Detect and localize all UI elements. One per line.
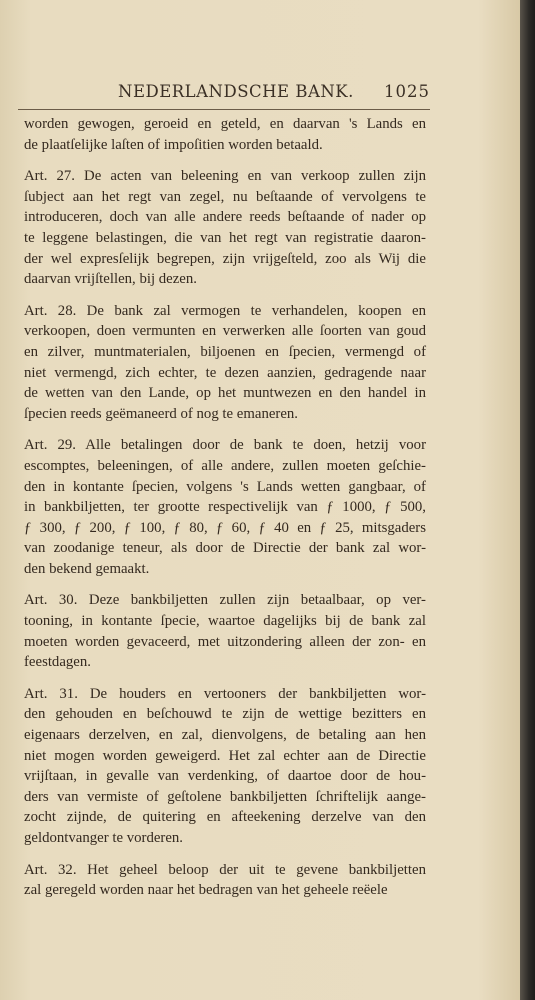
text-line: van zoodanige teneur, als door de Directie der bank zal wor- — [24, 540, 426, 557]
article-paragraph — [24, 860, 426, 901]
body-text — [24, 114, 426, 912]
running-header — [18, 82, 430, 106]
text-line: den in kontante ſpecien, volgens 's Lands wetten gangbaar, of — [24, 478, 426, 495]
text-line: moeten worden gevaceerd, met uitzondering alleen der zon- en — [24, 633, 426, 650]
text-line: ƒ 300, ƒ 200, ƒ 100, ƒ 80, ƒ 60, ƒ 40 en ƒ 25, mitsgaders — [24, 519, 426, 536]
text-line: zal geregeld worden naar het bedragen van het geheele reëele — [24, 882, 388, 899]
text-line: verkoopen, doen vermunten en verwerken alle ſoorten van goud — [24, 323, 426, 340]
article-paragraph — [24, 435, 426, 579]
page-number: 1025 — [384, 82, 430, 101]
article-paragraph — [24, 684, 426, 849]
article-paragraph — [24, 301, 426, 425]
text-line: ſpecien reeds geëmaneerd of nog te emaneren. — [24, 405, 299, 422]
text-line: geldontvanger te vorderen. — [24, 830, 184, 846]
text-line: daarvan vrijſtellen, bij dezen. — [24, 271, 197, 288]
text-line: in bankbiljetten, ter grootte respectivelijk van ƒ 1000, ƒ 500, — [24, 499, 426, 516]
text-line: niet mogen worden geweigerd. Het zal echter aan de Directie — [24, 747, 426, 764]
text-line: niet vermengd, zich echter, te dezen aanzien, gedragende naar — [24, 364, 426, 381]
text-line: Art. 29. Alle betalingen door de bank te doen, hetzij voor — [24, 437, 426, 454]
text-line: escomptes, beleeningen, of alle andere, zullen moeten geſchie- — [24, 457, 426, 474]
text-line: Art. 31. De houders en vertooners der bankbiljetten wor- — [24, 685, 426, 702]
text-line: zocht zijnde, de quitering en afteekening derzelve van den — [24, 809, 426, 826]
text-line: de plaatſelijke laſten of impoſitien worden betaald. — [24, 136, 323, 153]
article-paragraph — [24, 590, 426, 672]
text-line: der wel expresſelijk begrepen, zijn vrijgeſteld, zoo als Wij die — [24, 250, 426, 267]
running-title: NEDERLANDSCHE BANK. — [118, 82, 354, 101]
text-line: feestdagen. — [24, 654, 91, 671]
text-line: te leggene belastingen, die van het regt van registratie daaron- — [24, 229, 426, 246]
page-edge-shadow — [520, 0, 535, 1000]
text-line: den bekend gemaakt. — [24, 560, 150, 577]
text-line: vrijſtaan, in gevalle van verdenking, of daartoe door de hou- — [24, 768, 426, 785]
text-line: Art. 28. De bank zal vermogen te verhandelen, koopen en — [24, 302, 426, 319]
article-paragraph — [24, 114, 426, 155]
article-paragraph — [24, 166, 426, 290]
text-line: en zilver, muntmaterialen, biljoenen en ſpecien, vermengd of — [24, 343, 426, 360]
text-line: introduceren, doch van alle andere reeds beſtaande of nader op — [24, 209, 426, 226]
text-line: eigenaars derzelven, en zal, dienvolgens, de betaling aan hen — [24, 727, 426, 744]
header-rule — [18, 109, 430, 110]
text-line: Art. 30. Deze bankbiljetten zullen zijn betaalbaar, op ver- — [24, 592, 426, 609]
text-line: den gehouden en beſchouwd te zijn de wettige bezitters en — [24, 706, 426, 723]
text-line: ders van vermiste of geſtolene bankbiljetten ſchriftelijk aange- — [24, 788, 426, 805]
text-line: Art. 32. Het geheel beloop der uit te gevene bankbiljetten — [24, 861, 426, 878]
text-line: worden gewogen, geroeid en geteld, en daarvan 's Lands en — [24, 116, 426, 132]
text-line: ſubject aan het regt van zegel, nu beſtaande of vervolgens te — [24, 188, 426, 205]
text-line: Art. 27. De acten van beleening en van verkoop zullen zijn — [24, 168, 426, 185]
text-line: tooning, in kontante ſpecie, waartoe dagelijks bij de bank zal — [24, 613, 426, 630]
text-line: de wetten van den Lande, op het muntwezen en den handel in — [24, 385, 426, 402]
